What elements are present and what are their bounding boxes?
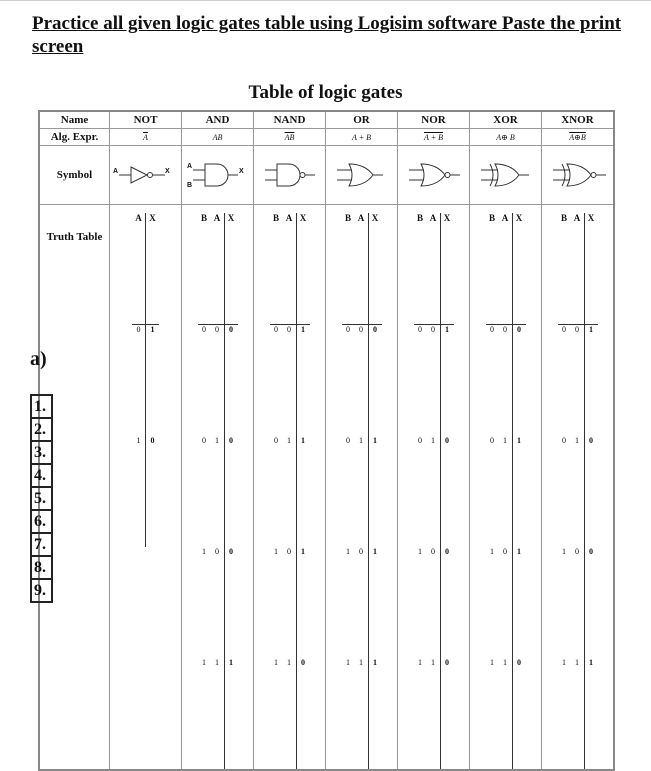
truth-table-value: 0 [418, 325, 422, 334]
nor-expr-cell [398, 129, 470, 146]
truth-table-value: 0 [440, 547, 454, 658]
numbered-item: 7. [31, 533, 52, 556]
truth-table-value: 1 [359, 436, 363, 445]
truth-table-header-cell: A [132, 213, 146, 325]
truth-table-value: 0 [431, 547, 435, 556]
symbol-output-label: X [238, 168, 244, 175]
truth-table-value: 0 [368, 325, 382, 437]
truth-table-row [414, 325, 454, 437]
truth-table-value: 0 [224, 547, 238, 658]
truth-table-row [270, 325, 310, 437]
truth-table-value: 1 [440, 325, 454, 437]
truth-table-value: 0 [562, 436, 566, 445]
truth-table-row [414, 547, 454, 658]
truth-table-value: 0 [440, 658, 454, 769]
truth-table-row [486, 547, 526, 658]
truth-table-value: 0 [431, 325, 435, 334]
truth-table-value: 0 [575, 325, 579, 334]
truth-table-value: 1 [562, 658, 566, 667]
truth-table-row [414, 658, 454, 769]
xnor-expr-cell [542, 129, 615, 146]
truth-table-value: 1 [490, 658, 494, 667]
truth-table-value: 1 [368, 658, 382, 769]
numbered-row [31, 464, 52, 487]
truth-table-value: 0 [490, 325, 494, 334]
truth-table-row [342, 325, 382, 437]
truth-table-value: 0 [359, 547, 363, 556]
numbered-list [30, 394, 53, 603]
truth-table-header-cell: X [296, 213, 310, 325]
numbered-row [31, 556, 52, 579]
numbered-item: 1. [31, 395, 52, 418]
xnor-symbol-cell [542, 146, 615, 205]
and-name: AND [205, 114, 230, 126]
not-name-cell [110, 111, 182, 129]
truth-table-row [132, 436, 159, 547]
not-name: NOT [133, 114, 158, 126]
nor-symbol-cell [398, 146, 470, 205]
truth-table-value: 1 [296, 547, 310, 658]
truth-table-value: 1 [512, 436, 526, 547]
or-gate-symbol [329, 160, 395, 190]
truth-table-value: 0 [287, 325, 291, 334]
xnor-name: XNOR [561, 114, 594, 126]
xor-truth-table-cell [470, 205, 542, 771]
truth-table-value: 1 [215, 436, 219, 445]
xor-expr-cell [470, 129, 542, 146]
nand-truth-table-cell [254, 205, 326, 771]
truth-table-header-cell: A [283, 213, 297, 325]
truth-table-value: 1 [296, 325, 310, 437]
nor-truth-table [414, 213, 454, 769]
numbered-row [31, 441, 52, 464]
truth-table-value: 0 [346, 436, 350, 445]
numbered-row [31, 395, 52, 418]
truth-table-header-cell: A [211, 213, 225, 325]
truth-table-header [414, 213, 454, 325]
truth-table-value: 0 [287, 547, 291, 556]
truth-table-value: 0 [224, 325, 238, 437]
truth-table-row [270, 436, 310, 547]
truth-table-value: 0 [512, 325, 526, 437]
xor-name-cell [470, 111, 542, 129]
truth-table-value: 0 [418, 436, 422, 445]
truth-table-value: 1 [287, 436, 291, 445]
nor-truth-table-cell [398, 205, 470, 771]
truth-table-value: 1 [575, 658, 579, 667]
truth-table-value: 1 [274, 658, 278, 667]
truth-table-header-cell: X [368, 213, 382, 325]
xnor-truth-table-cell [542, 205, 615, 771]
truth-table-header [132, 213, 159, 325]
truth-table-row [486, 658, 526, 769]
truth-table-value: 0 [136, 325, 141, 334]
truth-table-value: 0 [584, 436, 598, 547]
logic-gates-table [38, 110, 615, 771]
truth-table-value: 0 [224, 436, 238, 547]
and-expression: AB [212, 132, 223, 142]
truth-table-value: 1 [136, 436, 141, 445]
xnor-name-cell [542, 111, 615, 129]
truth-table-header-cell: X [224, 213, 238, 325]
nor-name-cell [398, 111, 470, 129]
truth-table-value: 1 [215, 658, 219, 667]
or-symbol-cell [326, 146, 398, 205]
or-truth-table-cell [326, 205, 398, 771]
numbered-row [31, 579, 52, 602]
truth-table-value: 1 [512, 547, 526, 658]
or-truth-table [342, 213, 382, 769]
truth-table-header-cell: B [270, 213, 283, 325]
truth-table-value: 0 [503, 325, 507, 334]
truth-table-row [558, 658, 598, 769]
truth-table-row [342, 436, 382, 547]
symbol-output-label: X [164, 168, 170, 175]
truth-table-row [342, 547, 382, 658]
truth-table-row [198, 658, 238, 769]
truth-table-row [270, 547, 310, 658]
not-truth-table [132, 213, 159, 547]
xor-expression: A⊕ B [496, 132, 515, 142]
truth-table-value: 0 [296, 658, 310, 769]
truth-table-value: 0 [359, 325, 363, 334]
not-expr-cell [110, 129, 182, 146]
numbered-item: 8. [31, 556, 52, 579]
truth-table-value: 1 [490, 547, 494, 556]
truth-table-value: 0 [575, 547, 579, 556]
truth-table-header [270, 213, 310, 325]
truth-table-value: 1 [584, 325, 598, 437]
truth-table-header-cell: X [584, 213, 598, 325]
numbered-row [31, 533, 52, 556]
not-expression: $\overline{A}$ [143, 132, 148, 142]
numbered-item: 3. [31, 441, 52, 464]
numbered-item: 2. [31, 418, 52, 441]
truth-table-value: 0 [202, 325, 206, 334]
row-label-symbol: Symbol [39, 146, 110, 205]
truth-table-value: 0 [274, 436, 278, 445]
numbered-item: 4. [31, 464, 52, 487]
section-label: a) [30, 348, 47, 370]
truth-table-header-cell: B [342, 213, 355, 325]
numbered-item: 9. [31, 579, 52, 602]
truth-table-value: 0 [215, 547, 219, 556]
and-symbol-cell [182, 146, 254, 205]
truth-table-row [558, 547, 598, 658]
truth-table-row [414, 436, 454, 547]
truth-table-value: 0 [274, 325, 278, 334]
truth-table-header-cell: X [146, 213, 160, 325]
row-label-name: Name [39, 111, 110, 129]
numbered-row [31, 510, 52, 533]
and-gate-symbol [185, 160, 251, 190]
and-truth-table [198, 213, 238, 769]
truth-table-value: 1 [575, 436, 579, 445]
nand-name-cell [254, 111, 326, 129]
truth-table-value: 0 [202, 436, 206, 445]
nand-expr-cell [254, 129, 326, 146]
truth-table-row [558, 436, 598, 547]
truth-table-value: 1 [346, 658, 350, 667]
truth-table-value: 0 [490, 436, 494, 445]
row-label-expr: Alg. Expr. [39, 129, 110, 146]
truth-table-header [486, 213, 526, 325]
truth-table-row [486, 436, 526, 547]
numbered-row [31, 418, 52, 441]
not-truth-table-cell [110, 205, 182, 771]
numbered-item: 6. [31, 510, 52, 533]
truth-table-row [486, 325, 526, 437]
truth-table-header-cell: B [198, 213, 211, 325]
truth-table-header-cell: A [355, 213, 369, 325]
truth-table-value: 1 [503, 658, 507, 667]
symbol-input-b-label: B [186, 182, 192, 189]
truth-table-header [198, 213, 238, 325]
and-expr-cell [182, 129, 254, 146]
truth-table-value: 0 [512, 658, 526, 769]
nor-name: NOR [421, 114, 446, 126]
truth-table-row [132, 325, 159, 437]
truth-table-value: 0 [146, 436, 160, 547]
truth-table-value: 1 [274, 547, 278, 556]
truth-table-value: 1 [418, 658, 422, 667]
and-name-cell [182, 111, 254, 129]
truth-table-value: 1 [202, 547, 206, 556]
or-name-cell [326, 111, 398, 129]
truth-table-header-cell: A [571, 213, 585, 325]
truth-table-header-cell: A [499, 213, 513, 325]
truth-table-value: 1 [562, 547, 566, 556]
truth-table-value: 0 [346, 325, 350, 334]
truth-table-value: 1 [431, 658, 435, 667]
truth-table-row [198, 325, 238, 437]
truth-table-header-cell: X [512, 213, 526, 325]
truth-table-header [558, 213, 598, 325]
truth-table-value: 1 [418, 547, 422, 556]
truth-table-value: 1 [368, 436, 382, 547]
truth-table-value: 0 [562, 325, 566, 334]
table-caption: Table of logic gates [248, 82, 403, 103]
symbol-input-a-label: A [112, 168, 118, 175]
truth-table-value: 1 [503, 436, 507, 445]
truth-table-value: 1 [359, 658, 363, 667]
truth-table-value: 1 [146, 325, 160, 437]
truth-table-value: 1 [584, 658, 598, 769]
truth-table-row [198, 547, 238, 658]
xnor-gate-symbol [545, 160, 611, 190]
xor-gate-symbol [473, 160, 539, 190]
not-gate-symbol [113, 160, 179, 190]
xor-name: XOR [493, 114, 518, 126]
truth-table-row [198, 436, 238, 547]
truth-table-value: 0 [503, 547, 507, 556]
numbered-row [31, 487, 52, 510]
symbol-input-a-label: A [186, 163, 192, 170]
xor-truth-table [486, 213, 526, 769]
truth-table-header-cell: A [427, 213, 441, 325]
nand-truth-table [270, 213, 310, 769]
truth-table-value: 0 [584, 547, 598, 658]
top-divider [0, 0, 651, 1]
nor-gate-symbol [401, 160, 467, 190]
truth-table-row [342, 658, 382, 769]
xnor-truth-table [558, 213, 598, 769]
truth-table-header [342, 213, 382, 325]
truth-table-header-cell: B [486, 213, 499, 325]
or-expression: A + B [351, 132, 372, 142]
truth-table-value: 1 [346, 547, 350, 556]
nor-expression: A + B [423, 132, 444, 142]
page-heading: Practice all given logic gates table using Logisim software Paste the print screen [32, 13, 622, 57]
truth-table-value: 0 [215, 325, 219, 334]
truth-table-value: 0 [440, 436, 454, 547]
truth-table-value: 1 [287, 658, 291, 667]
nand-symbol-cell [254, 146, 326, 205]
nand-gate-symbol [257, 160, 323, 190]
or-expr-cell [326, 129, 398, 146]
truth-table-value: 1 [296, 436, 310, 547]
nand-name: NAND [273, 114, 306, 126]
nand-expression: $\overline{AB}$ [284, 132, 295, 142]
truth-table-row [270, 658, 310, 769]
truth-table-value: 1 [224, 658, 238, 769]
truth-table-value: 1 [431, 436, 435, 445]
xor-symbol-cell [470, 146, 542, 205]
truth-table-header-cell: B [558, 213, 571, 325]
truth-table-value: 1 [202, 658, 206, 667]
numbered-item: 5. [31, 487, 52, 510]
truth-table-value: 1 [368, 547, 382, 658]
truth-table-header-cell: X [440, 213, 454, 325]
not-symbol-cell [110, 146, 182, 205]
truth-table-row [558, 325, 598, 437]
truth-table-header-cell: B [414, 213, 427, 325]
and-truth-table-cell [182, 205, 254, 771]
row-label-truth-table: Truth Table [39, 205, 110, 771]
or-name: OR [353, 114, 370, 126]
xnor-expression: A⊕B [569, 132, 586, 142]
